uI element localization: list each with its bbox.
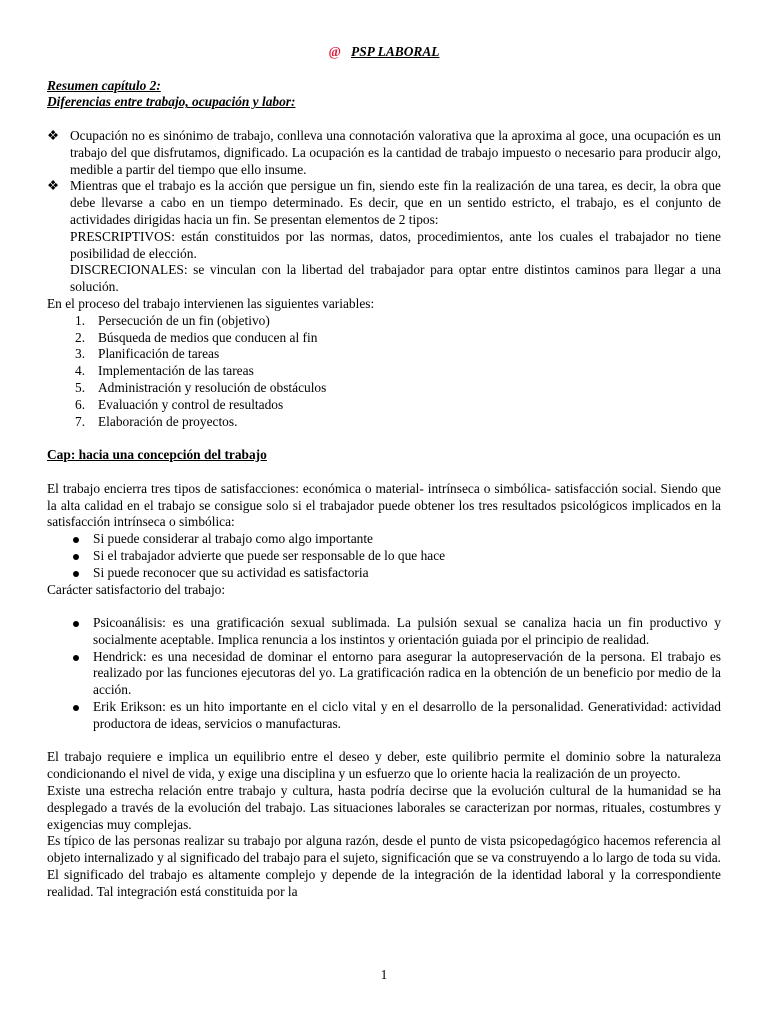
list-item: Erik Erikson: es un hito importante en el ciclo vital y en el desarrollo de la personalidad. Generatividad: actividad productora de ideas, servicios o manufacturas.	[47, 699, 721, 733]
paragraph: Existe una estrecha relación entre trabajo y cultura, hasta podría decirse que la evolución cultural de la humanidad se ha desplegado a través de la evolución del trabajo. Las situaciones laborales se caracterizan por normas, rituales, costumbres y exigencias muy complejas.	[47, 783, 721, 832]
paragraph: Es típico de las personas realizar su trabajo por alguna razón, desde el punto de vista psicopedagógico hacemos referencia al objeto internalizado y al significado del trabajo para el sujeto, significación que se va construyendo a lo largo de toda su vida. El significado del trabajo es altamente complejo y depende de la integración de la identidad laboral y la correspondiente realidad. Tal integración está constituida por la	[47, 833, 721, 899]
character-list	[47, 615, 721, 733]
diamond-bullet-item	[47, 178, 721, 228]
document-title: PSP LABORAL	[351, 44, 440, 59]
chapter-concept-title: Cap: hacia una concepción del trabajo	[47, 447, 267, 463]
list-item: Psicoanálisis: es una gratificación sexual sublimada. La pulsión sexual se canaliza hacia un fin productivo y socialmente aceptable. Implica renuncia a los instintos y orientación guiada por el principio de realidad.	[47, 615, 721, 649]
list-item: 5. Administración y resolución de obstáculos	[75, 379, 327, 395]
bullet-dot-icon	[73, 571, 79, 577]
chapter-2-title: Resumen capítulo 2:	[47, 77, 161, 93]
bullet-dot-icon	[73, 655, 79, 661]
diamond-bullet-icon: ❖	[47, 127, 60, 143]
list-item: Si el trabajador advierte que puede ser responsable de lo que hace	[47, 548, 721, 565]
chapter-2-subtitle: Diferencias entre trabajo, ocupación y labor:	[47, 94, 296, 110]
list-item: Si puede reconocer que su actividad es satisfactoria	[47, 565, 721, 582]
document-page	[47, 44, 721, 901]
list-item: Hendrick: es una necesidad de dominar el entorno para asegurar la autopreservación de la persona. El trabajo es realizado por las funciones ejecutoras del yo. La gratificación radica en la obtención de un beneficio por medio de la acción.	[47, 649, 721, 699]
list-item: 2. Búsqueda de medios que conducen al fin	[75, 329, 318, 345]
bullet-dot-icon	[73, 537, 79, 543]
bullet-dot-icon	[73, 705, 79, 711]
variables-intro: En el proceso del trabajo intervienen las siguientes variables:	[47, 295, 375, 311]
page-number: 1	[380, 967, 388, 982]
bullet-dot-icon	[73, 554, 79, 560]
list-item: 1. Persecución de un fin (objetivo)	[75, 312, 270, 328]
character-title: Carácter satisfactorio del trabajo:	[47, 581, 226, 597]
list-item: 3. Planificación de tareas	[75, 346, 220, 362]
bullet-text: Ocupación no es sinónimo de trabajo, conlleva una connotación valorativa que la aproxima al goce, una ocupación es un trabajo del que disfrutamos, dignificado. La ocupación es la cantidad de trabajo impuesto o necesario para producir algo, medible a partir del tiempo que ello insume.	[70, 127, 721, 177]
results-list	[47, 531, 721, 581]
diamond-bullet-item	[47, 128, 721, 178]
discrecionales-text: DISCRECIONALES: se vinculan con la libertad del trabajador para optar entre distintos caminos para llegar a una solución.	[70, 262, 721, 295]
variables-list	[47, 313, 721, 431]
prescriptivos-text: PRESCRIPTIVOS: están constituidos por las normas, datos, procedimientos, ante los cuales el trabajador no tiene posibilidad de elección.	[70, 228, 721, 261]
document-header	[47, 44, 721, 61]
list-item: Si puede considerar al trabajo como algo importante	[47, 531, 721, 548]
at-sign-icon: @	[328, 44, 342, 59]
bullet-text: Mientras que el trabajo es la acción que persigue un fin, siendo este fin la realización de una tarea, es decir, la obra que debe llevarse a cabo en un tiempo determinado. Es decir, que en un sentido estricto, el trabajo, es el conjunto de actividades dirigidas hacia un fin. Se presentan elementos de 2 tipos:	[70, 178, 721, 227]
list-item: 7. Elaboración de proyectos.	[75, 413, 238, 429]
satisfactions-intro: El trabajo encierra tres tipos de satisfacciones: económica o material- intrínseca o simbólica- satisfacción social. Siendo que la alta calidad en el trabajo se consigue solo si el trabajador puede obtener los tres resultados psicológicos implicados en la satisfacción intrínseca o simbólica:	[47, 480, 721, 530]
paragraph: El trabajo requiere e implica un equilibrio entre el deseo y deber, este quilibrio permite el dominio sobre la naturaleza condicionando el nivel de vida, y exige una disciplina y un esfuerzo que lo oriente hacia la realización de un proyecto.	[47, 749, 721, 782]
diamond-bullet-icon: ❖	[47, 178, 60, 194]
list-item: 6. Evaluación y control de resultados	[75, 396, 284, 412]
bullet-dot-icon	[73, 621, 79, 627]
list-item: 4. Implementación de las tareas	[75, 363, 254, 379]
